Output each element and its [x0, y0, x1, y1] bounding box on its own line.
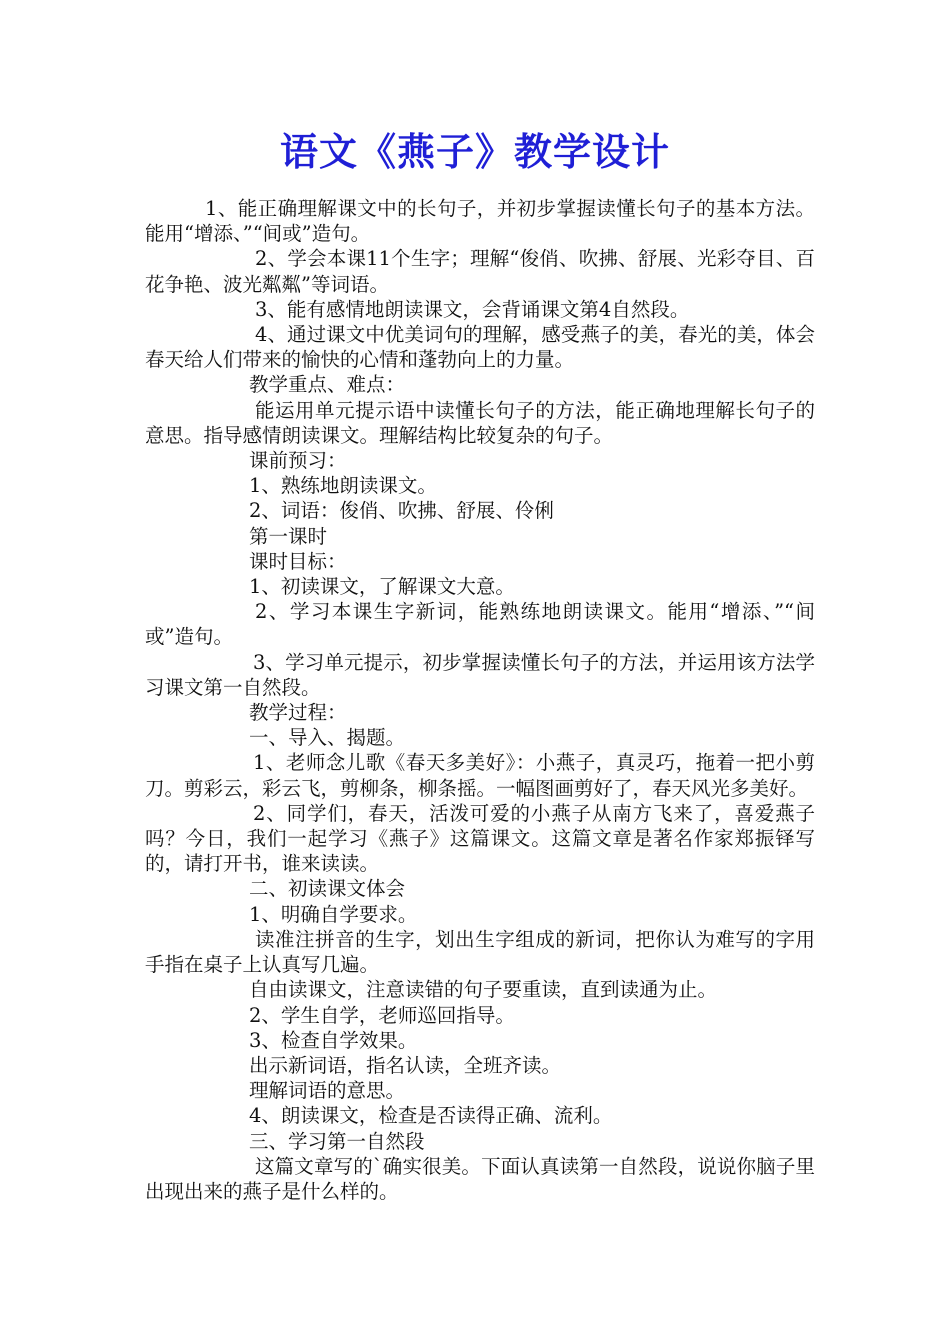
paragraph: 一、导入、揭题。 — [249, 726, 406, 750]
paragraph: 2、学会本课11个生字；理解“俊俏、吹拂、舒展、光彩夺目、百花争艳、波光粼粼”等词语。 — [145, 247, 815, 296]
paragraph: 1、老师念儿歌《春天多美好》：小燕子，真灵巧，拖着一把小剪刀。剪彩云，彩云飞，剪柳条，柳条摇。一幅图画剪好了，春天风光多美好。 — [145, 751, 815, 800]
paragraph: 教学过程： — [249, 701, 347, 725]
paragraph: 出示新词语，指名认读，全班齐读。 — [249, 1053, 562, 1077]
paragraph: 1、能正确理解课文中的长句子，并初步掌握读懂长句子的基本方法。能用“增添、”“间或”造句。 — [145, 197, 815, 246]
paragraph: 1、初读课文，了解课文大意。 — [249, 575, 515, 599]
paragraph: 3、检查自学效果。 — [249, 1028, 418, 1052]
paragraph: 理解词语的意思。 — [249, 1079, 406, 1103]
paragraph: 3、学习单元提示，初步掌握读懂长句子的方法，并运用该方法学习课文第一自然段。 — [145, 650, 815, 699]
paragraph: 第一课时 — [249, 524, 328, 548]
paragraph: 1、明确自学要求。 — [249, 902, 418, 926]
paragraph: 教学重点、难点： — [249, 373, 406, 397]
paragraph: 二、初读课文体会 — [249, 877, 406, 901]
paragraph: 2、学生自学，老师巡回指导。 — [249, 1003, 515, 1027]
paragraph: 4、通过课文中优美词句的理解，感受燕子的美，春光的美，体会春天给人们带来的愉快的心情和蓬勃向上的力量。 — [145, 323, 815, 372]
paragraph: 课前预习： — [249, 449, 347, 473]
paragraph: 2、词语：俊俏、吹拂、舒展、伶俐 — [249, 499, 554, 523]
paragraph: 自由读课文，注意读错的句子要重读，直到读通为止。 — [249, 978, 718, 1002]
paragraph: 课时目标： — [249, 549, 347, 573]
paragraph: 这篇文章写的`确实很美。下面认真读第一自然段，说说你脑子里出现出来的燕子是什么样的。 — [145, 1154, 815, 1203]
paragraph: 三、学习第一自然段 — [249, 1129, 425, 1153]
paragraph: 2、同学们，春天，活泼可爱的小燕子从南方飞来了，喜爱燕子吗？今日，我们一起学习《燕子》这篇课文。这篇文章是著名作家郑振铎写的，请打开书，谁来读读。 — [145, 801, 815, 876]
paragraph: 3、能有感情地朗读课文，会背诵课文第4自然段。 — [255, 297, 690, 321]
document-title: 语文《燕子》教学设计 — [279, 129, 670, 174]
paragraph: 2、学习本课生字新词，能熟练地朗读课文。能用“增添、”“间或”造句。 — [145, 600, 815, 649]
paragraph: 4、朗读课文，检查是否读得正确、流利。 — [249, 1104, 613, 1128]
paragraph: 1、熟练地朗读课文。 — [249, 474, 437, 498]
document-body — [145, 196, 815, 1204]
paragraph: 读准注拼音的生字，划出生字组成的新词，把你认为难写的字用手指在桌子上认真写几遍。 — [145, 927, 815, 977]
paragraph: 能运用单元提示语中读懂长句子的方法，能正确地理解长句子的意思。指导感情朗读课文。理解结构比较复杂的句子。 — [145, 398, 815, 447]
